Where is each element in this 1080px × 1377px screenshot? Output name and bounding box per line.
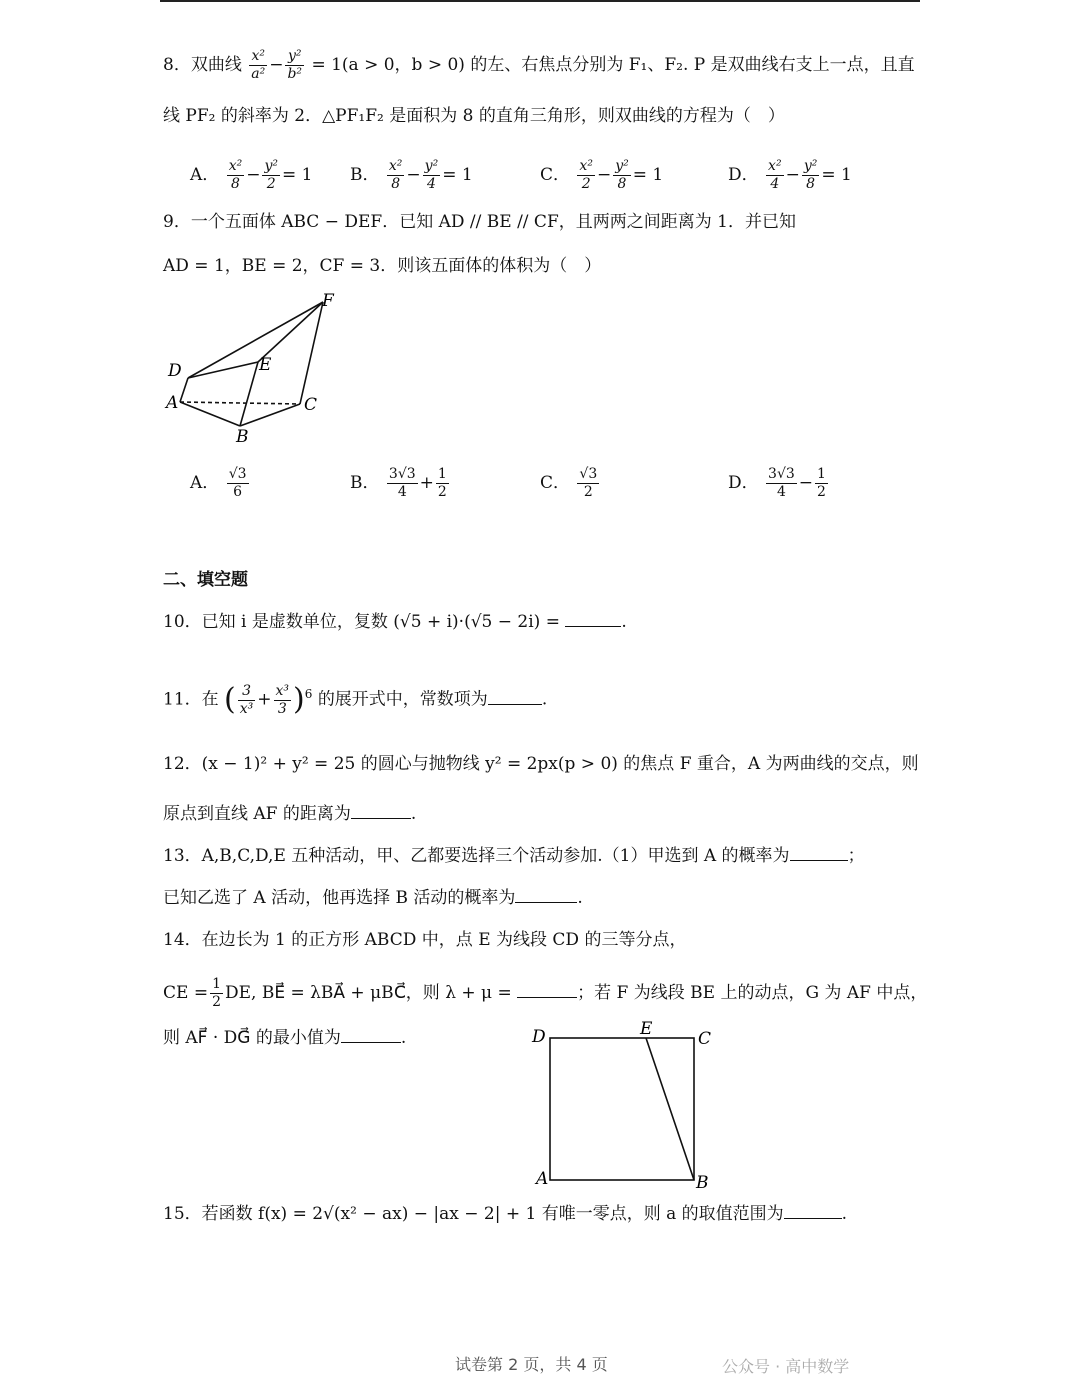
q13-line2: 已知乙选了 A 活动，他再选择 B 活动的概率为 . (163, 888, 583, 908)
segment-BE (646, 1038, 694, 1180)
q14-line3: 则 AF⃗ · DG⃗ 的最小值为 . (163, 1028, 407, 1048)
edge-BC (240, 404, 300, 426)
label-E: E (640, 1019, 653, 1039)
label-B: B (236, 427, 249, 447)
q15-line: 15．若函数 f(x) = 2√(x² − ax) − |ax − 2| + 1 有唯一零点，则 a 的取值范围为 . (163, 1204, 848, 1224)
q9-option-d[interactable]: D． $\frac{3√3}{4}$ − $\frac{1}{2}$ (728, 466, 826, 500)
q8-option-b[interactable]: B． $\frac{\text{x²}}{8}$ − $\frac{\text{y²}}{4}$ = 1 (350, 158, 473, 192)
q10-answer-blank[interactable] (565, 610, 621, 627)
top-rule (160, 0, 920, 2)
q11-line: 11．在 ( $\frac{3}{\text{x³}}$ + $\frac{\text{x³}}{3}$ )$^6$ 的展开式中，常数项为 . (163, 682, 548, 718)
edge-BE (240, 362, 258, 426)
q8-option-a[interactable]: A． $\frac{\text{x²}}{8}$ − $\frac{\text{y²}}{2}$ = 1 (190, 158, 313, 192)
page-footer: 试卷第 2 页，共 4 页 (455, 1355, 608, 1374)
q14-line2: CE = $\frac{1}{2}$ DE, BE⃗ = λBA⃗ + μBC⃗，则 λ + μ = ；若 F 为线段 BE 上的动点，G 为 AF 中点， (163, 976, 928, 1010)
label-F: F (322, 291, 334, 311)
q14-answer-blank-1[interactable] (517, 981, 577, 998)
q14-square-figure (530, 1016, 720, 1194)
section-title-fill-in: 二、填空题 (163, 570, 248, 590)
q13-answer-blank-1[interactable] (790, 844, 848, 861)
edge-AD (180, 378, 188, 402)
q13-line1: 13．A,B,C,D,E 五种活动，甲、乙都要选择三个活动参加.（1）甲选到 A 的概率为 ； (163, 846, 865, 866)
q8-text-a: 双曲线 (190, 55, 242, 75)
q13-answer-blank-2[interactable] (515, 886, 577, 903)
q8-line1: 8．双曲线 $\frac{\text{x²}}{\text{a²}}$ − $\frac{\text{y²}}{\text{b²}}$ = 1(a > 0，b > 0) 的左、右焦点分别为 F₁、F₂. P 是双曲线右支上一点，且直 (163, 48, 915, 82)
q8-option-d[interactable]: D． $\frac{\text{x²}}{4}$ − $\frac{\text{y²}}{8}$ = 1 (728, 158, 852, 192)
label-B: B (696, 1173, 709, 1193)
edge-AC-hidden (180, 402, 300, 404)
label-D: D (168, 361, 182, 381)
label-C: C (698, 1029, 712, 1049)
q12-line2: 原点到直线 AF 的距离为 . (163, 804, 417, 824)
q8-frac-y: $\frac{\text{y²}}{\text{b²}}$ (287, 48, 303, 82)
edge-AB (180, 402, 240, 426)
q8-option-c[interactable]: C． $\frac{\text{x²}}{2}$ − $\frac{\text{y²}}{8}$ = 1 (540, 158, 664, 192)
q9-pentahedron-figure (160, 290, 350, 450)
q14-answer-blank-2[interactable] (341, 1026, 401, 1043)
q14-line1: 14．在边长为 1 的正方形 ABCD 中，点 E 为线段 CD 的三等分点， (163, 930, 687, 950)
q9-option-a[interactable]: A． $\frac{√3}{6}$ (190, 466, 247, 500)
edge-CF (300, 302, 323, 404)
edge-DF (188, 302, 323, 378)
q8-line2: 线 PF₂ 的斜率为 2．△PF₁F₂ 是面积为 8 的直角三角形，则双曲线的方程为（ ） (163, 106, 785, 126)
q15-answer-blank[interactable] (784, 1202, 842, 1219)
q9-line1: 9．一个五面体 ABC − DEF．已知 AD // BE // CF，且两两之间距离为 1．并已知 (163, 212, 796, 232)
label-A: A (166, 393, 179, 413)
label-A: A (536, 1169, 549, 1189)
q9-line2: AD = 1，BE = 2，CF = 3．则该五面体的体积为（ ） (163, 256, 602, 276)
q10-line: 10．已知 i 是虚数单位，复数 (√5 + i)·(√5 − 2i) = . (163, 612, 627, 632)
q8-number: 8． (163, 55, 191, 75)
label-D: D (532, 1027, 546, 1047)
q8-text-b: = 1(a > 0，b > 0) 的左、右焦点分别为 F₁、F₂. P 是双曲线右支上一点，且直 (311, 55, 915, 75)
square-ABCD (550, 1038, 694, 1180)
label-C: C (304, 395, 318, 415)
watermark: 公众号 · 高中数学 (722, 1357, 850, 1376)
q9-option-c[interactable]: C． $\frac{√3}{2}$ (540, 466, 598, 500)
q8-frac-x: $\frac{\text{x²}}{\text{a²}}$ (251, 48, 266, 82)
edge-DE (188, 362, 258, 378)
q12-answer-blank[interactable] (351, 802, 411, 819)
label-E: E (259, 355, 272, 375)
q11-answer-blank[interactable] (488, 688, 542, 705)
q9-option-b[interactable]: B． $\frac{3√3}{4}$ + $\frac{1}{2}$ (350, 466, 447, 500)
q12-line1: 12．(x − 1)² + y² = 25 的圆心与抛物线 y² = 2px(p > 0) 的焦点 F 重合，A 为两曲线的交点，则 (163, 754, 919, 774)
edge-EF (258, 302, 323, 362)
